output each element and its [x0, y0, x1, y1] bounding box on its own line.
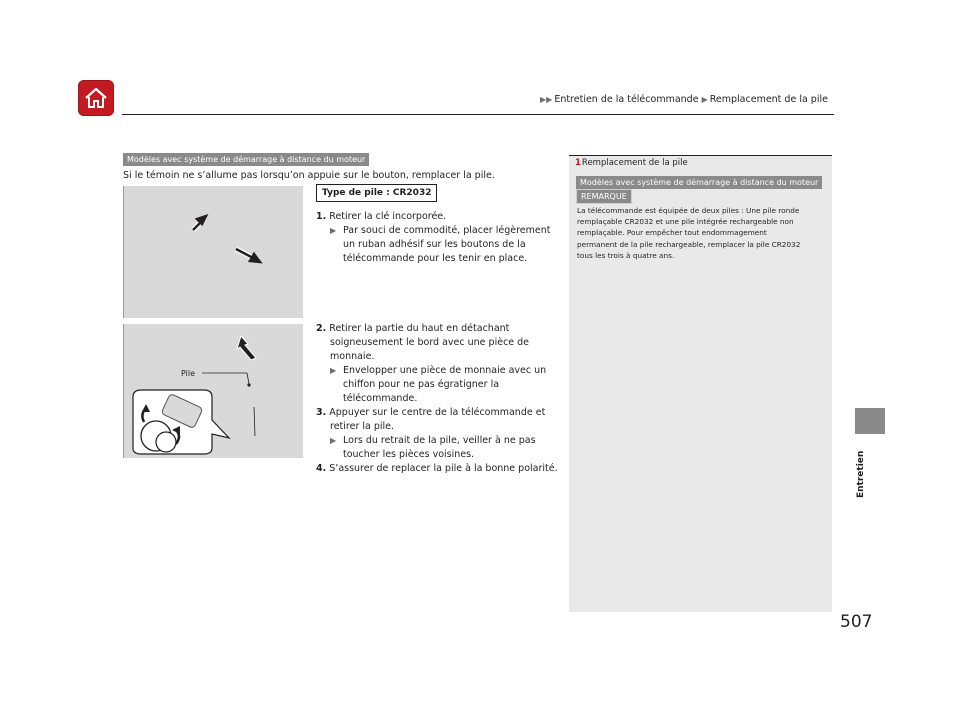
home-icon: [83, 85, 109, 111]
step-text: S’assurer de replacer la pile à la bonne polarité.: [329, 463, 558, 474]
substep-line: télécommande.: [343, 393, 418, 404]
step-text: Appuyer sur le centre de la télécommande et: [329, 407, 546, 418]
substep-arrow-icon: ▶: [330, 226, 337, 235]
breadcrumb-arrow-icon: ▶: [701, 95, 708, 104]
step-text: soigneusement le bord avec une pièce de: [330, 337, 530, 348]
note-line: La télécommande est équipée de deux piles : Une pile ronde: [577, 206, 800, 215]
note-model-badge: Modèles avec système de démarrage à distance du moteur: [576, 176, 822, 189]
home-button[interactable]: [78, 80, 114, 116]
figure-remove-battery: [123, 324, 303, 458]
step-number: 1.: [316, 211, 327, 222]
note-divider: [569, 155, 832, 156]
substep-line: Par souci de commodité, placer légèrement: [343, 225, 551, 236]
substep-line: Lors du retrait de la pile, veiller à ne pas: [343, 435, 536, 446]
step-3: [316, 406, 561, 462]
breadcrumb-item-1[interactable]: Entretien de la télécommande: [554, 94, 699, 105]
step-substep: [316, 364, 561, 406]
substep-line: télécommande pour les tenir en place.: [343, 253, 528, 264]
header-divider: [122, 114, 834, 115]
note-line: permanent de la pile rechargeable, remplacer la pile CR2032: [577, 239, 801, 249]
note-title[interactable]: [575, 158, 688, 168]
step-2: [316, 322, 561, 406]
note-line: remplaçable CR2032 et une pile intégrée rechargeable non: [577, 217, 794, 227]
substep-arrow-icon: ▶: [330, 436, 337, 445]
substep-line: un ruban adhésif sur les boutons de la: [343, 239, 526, 250]
step-4: [316, 462, 561, 476]
substep-line: Envelopper une pièce de monnaie avec un: [343, 365, 547, 376]
page-number: 507: [840, 612, 873, 632]
battery-type-box: Type de pile : CR2032: [316, 184, 437, 202]
intro-text: Si le témoin ne s’allume pas lorsqu’on appuie sur le bouton, remplacer la pile.: [123, 170, 495, 181]
step-text: Retirer la clé incorporée.: [329, 211, 447, 222]
battery-callout-label: Pile: [181, 369, 196, 378]
step-number: 4.: [316, 463, 327, 474]
step-substep: [316, 224, 561, 266]
breadcrumb: [540, 94, 828, 105]
substep-arrow-icon: ▶: [330, 366, 337, 375]
note-body: [577, 205, 829, 261]
step-text: retirer la pile.: [330, 421, 395, 432]
step-text: Retirer la partie du haut en détachant: [329, 323, 510, 334]
breadcrumb-item-2: Remplacement de la pile: [709, 94, 828, 105]
step-1: [316, 210, 561, 266]
chapter-tab[interactable]: [855, 408, 885, 434]
step-text: monnaie.: [330, 351, 375, 362]
battery-illustration: [124, 324, 303, 458]
note-title-text: Remplacement de la pile: [581, 158, 688, 168]
step-number: 2.: [316, 323, 327, 334]
step-substep: [316, 434, 561, 462]
chapter-tab-label: Entretien: [856, 450, 866, 498]
breadcrumb-arrow-icon: ▶▶: [540, 95, 553, 104]
note-line: tous les trois à quatre ans.: [577, 250, 675, 260]
substep-line: toucher les pièces voisines.: [343, 449, 475, 460]
figure-remove-key: [123, 186, 303, 318]
model-badge: Modèles avec système de démarrage à distance du moteur: [123, 153, 369, 166]
remarque-badge: REMARQUE: [576, 189, 632, 204]
note-marker-icon: 1: [575, 158, 581, 168]
substep-line: chiffon pour ne pas égratigner la: [343, 379, 500, 390]
note-line: remplaçable. Pour empêcher tout endommagement: [577, 228, 767, 238]
step-number: 3.: [316, 407, 327, 418]
remote-key-illustration: [124, 186, 303, 318]
